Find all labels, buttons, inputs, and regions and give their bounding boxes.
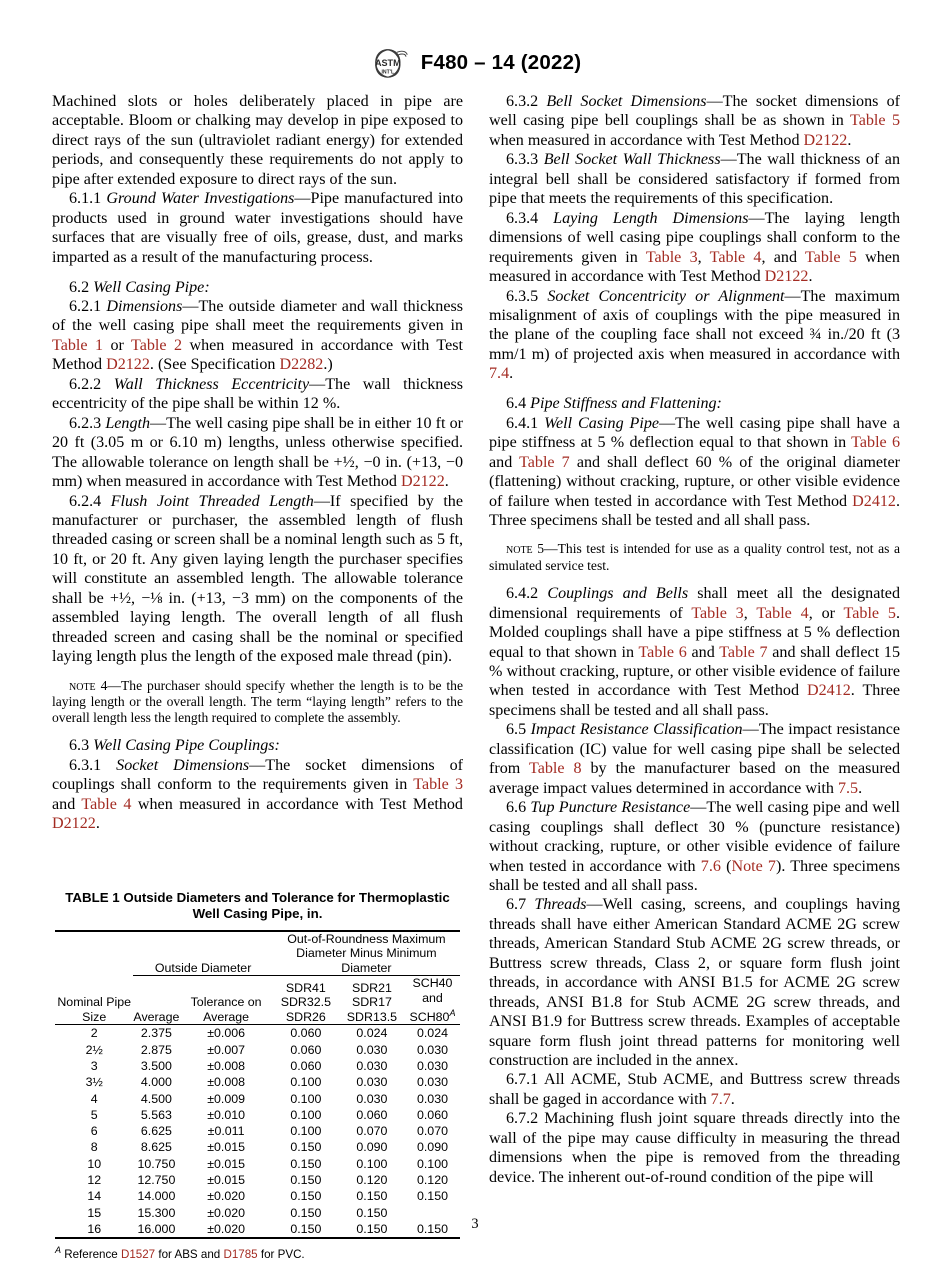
- cell-sch: 0.150: [405, 1221, 460, 1238]
- section-6-4-1: 6.4.1 Well Casing Pipe—The well casing pipe shall have a pipe stiffness at 5 % deflection equal to that shown in Table 6 and Table 7 and shall deflect 60 % of the original diameter (flattening) without cracking, rupture, or other visible evidence of failure when tested in accordance with Test Method D2412. Three specimens shall be tested and all shall pass.: [489, 414, 900, 530]
- table-row: [55, 1172, 460, 1188]
- section-6-3-2: 6.3.2 Bell Socket Dimensions—The socket dimensions of well casing pipe bell couplings shall be as shown in Table 5 when measured in accordance with Test Method D2122.: [489, 93, 900, 149]
- section-title: Laying Length Dimensions: [553, 209, 749, 227]
- cell-tolerance: ±0.020: [207, 1189, 245, 1204]
- cell-sdr21: 0.150: [356, 1189, 388, 1204]
- link-section-7-6[interactable]: 7.6: [700, 857, 721, 875]
- table-row: [55, 1139, 460, 1155]
- cell-tolerance: ±0.020: [207, 1205, 245, 1220]
- link-table-3[interactable]: Table 3: [691, 604, 744, 622]
- cell-sdr21: 0.030: [356, 1042, 388, 1057]
- cell-nominal-pipe-size: 4: [90, 1091, 98, 1106]
- link-note-7[interactable]: Note 7: [731, 857, 776, 875]
- footnote-marker-a: A: [449, 1007, 456, 1018]
- cell-nominal-pipe-size: 5: [90, 1107, 98, 1122]
- header-nominal-pipe-size: Nominal Pipe Size: [55, 931, 133, 1025]
- cell-sdr41: 0.100: [290, 1075, 322, 1090]
- table-row: [55, 1188, 460, 1204]
- cell-nominal-pipe-size: 10: [87, 1156, 102, 1171]
- section-6-3: 6.3 Well Casing Pipe Couplings:: [69, 737, 280, 755]
- section-6-2-4: 6.2.4 Flush Joint Threaded Length—If specified by the manufacturer or purchaser, the assembled length of flush threaded casing or screen shall be a nominal length such as 5 ft, 10 ft, or 20 ft. Any given laying length the purchaser specifies will constitute an assembled length. The allowable tolerance shall be +½, −⅛ in. (+13, −3 mm) on the components of the assembled laying length. The overall length of all flush threaded screen and casing shall be the nominal or specified laying length plus the length of the exposed male thread (pin).: [52, 492, 463, 666]
- link-d2412[interactable]: D2412: [806, 682, 851, 700]
- cell-nominal-pipe-size: 8: [90, 1140, 98, 1155]
- paragraph-intro: Machined slots or holes deliberately placed in pipe are acceptable. Bloom or chalking may develop in pipe exposed to direct rays of the sun (ultraviolet radiant energy) for extended periods, and consequently these requirements do not apply to pipe after extended exposure to direct rays of the sun.: [52, 93, 463, 188]
- link-d2122[interactable]: D2122: [106, 356, 150, 374]
- section-6-2-3: 6.2.3 Length—The well casing pipe shall be in either 10 ft or 20 ft (3.05 m or 6.10 m) lengths, unless otherwise specified. The allowable tolerance on length shall be +½, −0 in. (+13, −0 mm) when measured in accordance with Test Method D2122.: [52, 414, 463, 491]
- link-table-3[interactable]: Table 3: [645, 248, 698, 266]
- note-label: note: [506, 541, 533, 557]
- cell-sdr41: 0.060: [290, 1058, 322, 1073]
- cell-sch: 0.070: [416, 1124, 448, 1139]
- note-4: note 4—The purchaser should specify whether the length is to be the laying length or the overall length. The term “laying length” refers to the overall length less the length required to complete the assembly.: [52, 677, 463, 725]
- link-d2122[interactable]: D2122: [400, 473, 445, 491]
- cell-sdr21: 0.090: [356, 1140, 388, 1155]
- cell-average: 2.375: [140, 1026, 172, 1041]
- cell-nominal-pipe-size: 3: [90, 1058, 98, 1073]
- cell-sdr21: 0.030: [356, 1058, 388, 1073]
- cell-sdr41: 0.150: [290, 1205, 322, 1220]
- cell-sdr21: 0.150: [339, 1221, 405, 1238]
- section-6-7: 6.7 Threads—Well casing, screens, and couplings having threads shall have either American Standard ACME 2G screw threads, American Standard Stub ACME 2G screw threads, or Buttress screw threads, Class 2, or square form flush joint threads, in accordance with ANSI B1.5 for ACME 2G screw threads, ANSI B1.8 for Stub ACME 2G screw threads, and ANSI B1.9 for Buttress screw threads. Examples of acceptable square form flush joint thread patterns for monitoring well construction are included in the annex.: [489, 896, 900, 1070]
- table-1-caption: TABLE 1 Outside Diameters and Tolerance for Thermoplastic Well Casing Pipe, in.: [65, 889, 450, 922]
- cell-tolerance: ±0.007: [207, 1042, 245, 1057]
- cell-sch: 0.150: [416, 1189, 448, 1204]
- cell-sdr21: 0.100: [356, 1156, 388, 1171]
- section-title: Dimensions: [106, 298, 183, 316]
- link-table-4[interactable]: Table 4: [756, 604, 809, 622]
- section-title: Impact Resistance Classification: [530, 721, 743, 739]
- section-6-1-1: 6.1.1 Ground Water Investigations—Pipe manufactured into products used in ground water investigations should have surfaces that are visually free of oils, grease, dust, and marks imparted as a result of the manufacturing process.: [52, 190, 464, 266]
- table-row: [55, 1091, 460, 1107]
- cell-sdr21: 0.060: [356, 1107, 388, 1122]
- section-title: Wall Thickness Eccentricity: [113, 375, 310, 393]
- link-table-7[interactable]: Table 7: [719, 643, 768, 661]
- cell-nominal-pipe-size: 12: [87, 1173, 102, 1188]
- table-1: [55, 930, 460, 1240]
- cell-sch: 0.060: [416, 1107, 448, 1122]
- section-6-6: 6.6 Tup Puncture Resistance—The well casing pipe and well casing couplings shall deflect 30 % (puncture resistance) without cracking, rupture, or other visible evidence of failure when tested in accordance with 7.6 (Note 7). Three specimens shall be tested and all shall pass.: [489, 799, 901, 894]
- link-d2122[interactable]: D2122: [803, 131, 848, 149]
- section-title: Socket Dimensions: [116, 756, 250, 774]
- cell-average: 2.875: [140, 1042, 172, 1057]
- header-sch40-sch80: SCH40 and $SCH80^A$: [409, 976, 456, 1024]
- footnote-marker-a: A: [55, 1245, 62, 1256]
- link-table-5[interactable]: Table 5: [843, 604, 896, 622]
- cell-sch: 0.100: [416, 1156, 448, 1171]
- link-table-5[interactable]: Table 5: [805, 248, 857, 266]
- section-title: Bell Socket Wall Thickness: [543, 151, 721, 169]
- table-row: [55, 1025, 460, 1042]
- section-title: Well Casing Pipe:: [93, 278, 210, 296]
- table-header-row-groups: [55, 931, 460, 976]
- cell-sdr21: 0.120: [356, 1173, 388, 1188]
- cell-tolerance: ±0.015: [207, 1140, 245, 1155]
- cell-sdr41: 0.060: [290, 1042, 322, 1057]
- header-sdr41-group: SDR41 SDR32.5 SDR26: [280, 980, 331, 1024]
- cell-average: 15.300: [137, 1205, 176, 1220]
- section-6-2-1: 6.2.1 Dimensions—The outside diameter and wall thickness of the well casing pipe shall meet the requirements given in Table 1 or Table 2 when measured in accordance with Test Method D2122. (See Specification D2282.): [52, 298, 464, 374]
- svg-text:INT'L: INT'L: [381, 69, 394, 76]
- section-6-4: 6.4 Pipe Stiffness and Flattening:: [506, 395, 722, 413]
- cell-nominal-pipe-size: 14: [87, 1189, 102, 1204]
- cell-nominal-pipe-size: 3½: [85, 1075, 103, 1090]
- cell-sdr21: 0.030: [356, 1075, 388, 1090]
- section-title: Well Casing Pipe: [544, 414, 660, 432]
- link-section-7-5[interactable]: 7.5: [837, 779, 859, 797]
- link-table-1[interactable]: Table 1: [52, 336, 104, 354]
- section-title: Length: [105, 414, 151, 432]
- table-1-block: [55, 890, 460, 1262]
- cell-sdr41: 0.150: [290, 1173, 322, 1188]
- cell-sdr21: 0.070: [356, 1124, 388, 1139]
- table-row: [55, 1058, 460, 1074]
- document-designation: F480 – 14 (2022): [420, 51, 582, 74]
- section-6-5: 6.5 Impact Resistance Classification—The impact resistance classification (IC) value for well casing pipe shall be selected from Table 8 by the manufacturer based on the measured average impact values determined in accordance with 7.5.: [489, 721, 900, 797]
- cell-nominal-pipe-size: 16: [55, 1221, 133, 1238]
- section-6-4-2: 6.4.2 Couplings and Bells shall meet all the designated dimensional requirements of Table 3, Table 4, or Table 5. Molded couplings shall have a pipe stiffness at 5 % deflection equal to that shown in Table 6 and Table 7 and shall deflect 15 % without cracking, rupture, or other visible evidence of failure when tested in accordance with Test Method D2412. Three specimens shall be tested and all shall pass.: [489, 585, 901, 719]
- cell-sdr41: 0.100: [290, 1091, 322, 1106]
- cell-average: 6.625: [140, 1124, 172, 1139]
- cell-sch: 0.030: [416, 1042, 448, 1057]
- section-title: Couplings and Bells: [547, 585, 689, 603]
- cell-sch: 0.090: [416, 1140, 448, 1155]
- header-sdr21-group: SDR21 SDR17 SDR13.5: [346, 980, 398, 1024]
- section-6-7-2: 6.7.2 Machining flush joint square threads directly into the wall of the pipe may cause difficulty in measuring the thread dimensions when the pipe is removed from the threading device. The inherent out-of-round condition of the pipe will: [489, 1110, 900, 1186]
- cell-average: 4.500: [140, 1091, 172, 1106]
- link-table-7[interactable]: Table 7: [519, 453, 570, 471]
- cell-sdr41: 0.150: [273, 1221, 339, 1238]
- cell-sch: 0.030: [416, 1091, 448, 1106]
- section-6-3-5: 6.3.5 Socket Concentricity or Alignment—The maximum misalignment of axis of couplings with the pipe measured in the plane of the coupling face shall not exceed ¾ in./20 ft (3 mm/1 m) of projected axis when measured in accordance with 7.4.: [489, 287, 900, 383]
- svg-text:ASTM: ASTM: [374, 57, 401, 68]
- cell-average: 10.750: [137, 1156, 176, 1171]
- header-group-outside-diameter: Outside Diameter: [133, 931, 272, 976]
- cell-tolerance: ±0.009: [207, 1091, 245, 1106]
- section-title: Flush Joint Threaded Length: [110, 492, 314, 510]
- cell-sch: 0.120: [416, 1173, 448, 1188]
- cell-sdr41: 0.060: [290, 1026, 322, 1041]
- link-d1527[interactable]: D1527: [120, 1248, 156, 1262]
- cell-sch: 0.030: [416, 1075, 448, 1090]
- link-table-3[interactable]: Table 3: [413, 776, 463, 794]
- link-section-7-7[interactable]: 7.7: [710, 1090, 731, 1108]
- body-columns: [52, 92, 900, 1262]
- astm-logo: [369, 46, 409, 80]
- cell-nominal-pipe-size: 6: [90, 1124, 98, 1139]
- cell-average: 3.500: [140, 1058, 172, 1073]
- left-column: [52, 92, 463, 1262]
- section-title: Threads: [534, 896, 587, 914]
- link-table-2[interactable]: Table 2: [131, 336, 183, 354]
- cell-average: 4.000: [140, 1075, 172, 1090]
- table-row: [55, 1123, 460, 1139]
- cell-tolerance: ±0.015: [207, 1156, 245, 1171]
- right-column: [489, 92, 900, 1262]
- link-table-6[interactable]: Table 6: [851, 434, 900, 452]
- note-5: note 5—This test is intended for use as a quality control test, not as a simulated service test.: [489, 541, 900, 573]
- section-6-7-1: 6.7.1 All ACME, Stub ACME, and Buttress screw threads shall be gaged in accordance with 7.7.: [489, 1071, 900, 1108]
- header-tolerance-on-average: Tolerance on Average: [190, 995, 262, 1024]
- section-6-3-1: 6.3.1 Socket Dimensions—The socket dimensions of couplings shall conform to the requirements given in Table 3 and Table 4 when measured in accordance with Test Method D2122.: [52, 756, 464, 833]
- table-row: [55, 1107, 460, 1123]
- section-title: Bell Socket Dimensions: [546, 93, 707, 110]
- table-1-body: [55, 1025, 460, 1238]
- header-group-out-of-roundness: Out-of-Roundness Maximum Diameter Minus Minimum Diameter: [273, 931, 460, 976]
- cell-sdr21: 0.024: [356, 1026, 388, 1041]
- table-row: [55, 1156, 460, 1172]
- section-6-2-2: 6.2.2 Wall Thickness Eccentricity—The wall thickness eccentricity of the pipe shall be within 12 %.: [52, 375, 463, 413]
- cell-average: 16.000: [133, 1221, 179, 1238]
- cell-sch: 0.024: [416, 1026, 448, 1041]
- page-number: 3: [471, 1216, 479, 1232]
- cell-average: 12.750: [137, 1173, 176, 1188]
- header-average: Average: [133, 1009, 180, 1024]
- link-table-4[interactable]: Table 4: [709, 248, 762, 266]
- cell-average: 8.625: [140, 1140, 172, 1155]
- cell-nominal-pipe-size: 2½: [85, 1042, 103, 1057]
- link-table-8[interactable]: Table 8: [528, 760, 582, 778]
- cell-tolerance: ±0.008: [207, 1075, 245, 1090]
- cell-sch: 0.030: [416, 1058, 448, 1073]
- section-title: Tup Puncture Resistance: [530, 799, 691, 817]
- cell-sdr21: 0.030: [356, 1091, 388, 1106]
- link-section-7-4[interactable]: 7.4: [489, 365, 510, 383]
- section-6-3-3: 6.3.3 Bell Socket Wall Thickness—The wall thickness of an integral bell shall be considered satisfactory if formed from pipe that meets the requirements of this specification.: [489, 151, 900, 208]
- cell-tolerance: ±0.006: [207, 1026, 245, 1041]
- cell-sdr41: 0.150: [290, 1156, 322, 1171]
- note-label: note: [69, 677, 96, 693]
- cell-tolerance: ±0.010: [207, 1107, 245, 1122]
- cell-sdr41: 0.150: [290, 1140, 322, 1155]
- cell-tolerance: ±0.020: [179, 1221, 272, 1238]
- cell-sdr21: 0.150: [356, 1205, 388, 1220]
- section-title: Ground Water Investigations: [106, 190, 295, 208]
- cell-nominal-pipe-size: 2: [90, 1026, 98, 1041]
- table-row: [55, 1042, 460, 1058]
- cell-nominal-pipe-size: 15: [87, 1205, 102, 1220]
- cell-tolerance: ±0.008: [207, 1058, 245, 1073]
- link-d2412[interactable]: D2412: [852, 492, 896, 510]
- section-title: Socket Concentricity or Alignment: [547, 287, 785, 305]
- running-header: [0, 46, 950, 80]
- link-d2122[interactable]: D2122: [52, 815, 96, 833]
- table-row: [55, 1074, 460, 1090]
- link-d1785[interactable]: D1785: [223, 1248, 258, 1262]
- cell-sdr41: 0.100: [290, 1107, 322, 1122]
- link-table-5[interactable]: Table 5: [849, 112, 900, 130]
- section-title: Pipe Stiffness and Flattening:: [530, 395, 722, 413]
- link-table-6[interactable]: Table 6: [638, 643, 687, 661]
- link-d2282[interactable]: D2282: [279, 356, 324, 374]
- cell-tolerance: ±0.011: [207, 1124, 245, 1139]
- section-title: Well Casing Pipe Couplings:: [93, 737, 280, 755]
- link-table-4[interactable]: Table 4: [81, 795, 132, 813]
- section-6-3-4: 6.3.4 Laying Length Dimensions—The laying length dimensions of well casing pipe couplings shall conform to the requirements given in Table 3, Table 4, and Table 5 when measured in accordance with Test Method D2122.: [489, 209, 900, 286]
- cell-sdr41: 0.100: [290, 1124, 322, 1139]
- cell-tolerance: ±0.015: [207, 1173, 245, 1188]
- cell-sdr41: 0.150: [290, 1189, 322, 1204]
- cell-average: 14.000: [137, 1189, 176, 1204]
- section-6-2: 6.2 Well Casing Pipe:: [69, 278, 210, 296]
- cell-average: 5.563: [140, 1107, 172, 1122]
- table-1-footnote: $^A$ Reference D1527 for ABS and D1785 for PVC.: [55, 1245, 305, 1262]
- link-d2122[interactable]: D2122: [764, 268, 809, 286]
